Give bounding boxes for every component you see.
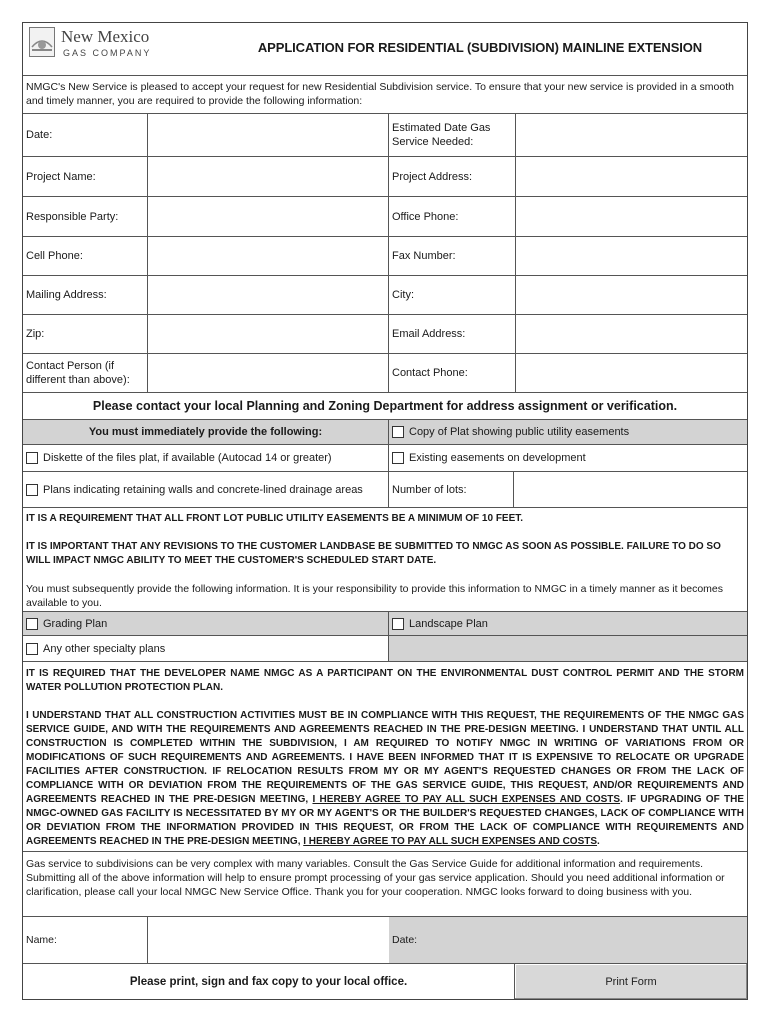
cell-phone-input[interactable] <box>148 237 388 275</box>
planning-notice-row <box>23 393 747 420</box>
date-signature-field[interactable] <box>389 917 747 963</box>
row-project <box>23 157 747 197</box>
copy-plat-item <box>389 420 747 444</box>
specialty-label: Any other specialty plans <box>43 642 166 655</box>
requirement-dust-permit: IT IS REQUIRED THAT THE DEVELOPER NAME NMGC AS A PARTICIPANT ON THE ENVIRONMENTAL DUST CONTROL PERMIT AND THE STORM WATER POLLUTION PROTECTION PLAN. <box>26 668 744 693</box>
intro-text: NMGC's New Service is pleased to accept your request for new Residential Subdivision service. To ensure that your new service is provided in a smooth and timely manner, you are required to provide the following information: <box>26 81 734 107</box>
footer-row <box>23 964 747 999</box>
fax-number-input[interactable] <box>516 237 747 275</box>
immediate-heading: You must immediately provide the following: <box>88 426 323 438</box>
row-cell <box>23 237 747 276</box>
form-title: APPLICATION FOR RESIDENTIAL (SUBDIVISION) MAINLINE EXTENSION <box>257 40 703 55</box>
requirements-section <box>23 508 747 612</box>
city-input[interactable] <box>516 276 747 314</box>
grading-item <box>23 612 388 635</box>
contact-person-input[interactable] <box>148 354 388 392</box>
form-header <box>23 23 747 76</box>
grading-label: Grading Plan <box>43 617 108 630</box>
plans-row <box>23 472 747 508</box>
requirement-revisions: IT IS IMPORTANT THAT ANY REVISIONS TO THE CUSTOMER LANDBASE BE SUBMITTED TO NMGC AS SOON AS POSSIBLE. FAILURE TO DO SO WILL IMPACT NMGC ABILITY TO MEET THE CUSTOMER'S SCHEDULED START DATE. <box>26 541 721 566</box>
contact-phone-input[interactable] <box>516 354 747 392</box>
application-form <box>22 22 748 1000</box>
plans-item <box>23 472 388 507</box>
immediate-heading-row <box>23 420 747 445</box>
specialty-item <box>23 636 388 661</box>
print-form-button[interactable]: Print Form <box>514 964 747 999</box>
row-contact <box>23 354 747 393</box>
responsible-party-input[interactable] <box>148 197 388 236</box>
existing-easements-label: Existing easements on development <box>409 452 586 464</box>
row-mailing <box>23 276 747 315</box>
email-input[interactable] <box>516 315 747 353</box>
zip-input[interactable] <box>148 315 388 353</box>
mailing-address-input[interactable] <box>148 276 388 314</box>
est-date-label: Estimated Date Gas Service Needed: <box>392 122 491 148</box>
copy-plat-label: Copy of Plat showing public utility easements <box>409 426 630 438</box>
office-phone-label: Office Phone: <box>392 210 459 223</box>
contact-person-label: Contact Person (if different than above): <box>26 360 130 386</box>
date-input[interactable] <box>148 114 388 156</box>
name-label: Name: <box>26 934 57 946</box>
office-phone-input[interactable] <box>516 197 747 236</box>
name-input[interactable] <box>148 917 388 963</box>
existing-easements-item <box>389 445 747 471</box>
plans-checkbox[interactable] <box>26 484 38 496</box>
planning-notice: Please contact your local Planning and Zoning Department for address assignment or verification. <box>92 399 678 413</box>
requirement-easements: IT IS A REQUIREMENT THAT ALL FRONT LOT PUBLIC UTILITY EASEMENTS BE A MINIMUM OF 10 FEET. <box>26 513 524 524</box>
existing-easements-checkbox[interactable] <box>392 452 404 464</box>
agreement-part1: I UNDERSTAND THAT ALL CONSTRUCTION ACTIVITIES MUST BE IN COMPLIANCE WITH THIS REQUEST, THE REQUIREMENTS OF THE NMGC GAS SERVICE GUIDE, AND WITH THE REQUIREMENTS AND AGREEMENTS REACHED IN THE PRE-DESIGN MEETING. I UNDERSTAND THAT UNTIL ALL CONSTRUCTION IS COMPLETED WITHIN THE SUBDIVISION, I AM REQUIRED TO NOTIFY NMGC IN WRITING OF VARIATIONS FROM OR MODIFICATIONS OF SUCH REQUIREMENTS AND AGREEMENTS. I HAVE BEEN INFORMED THAT IT IS EXPENSIVE TO RELOCATE OR UPGRADE FACILITIES AFTER CONSTRUCTION. IF RELOCATION RESULTS FROM MY OR MY AGENT'S REQUESTED CHANGES OR FROM THE LACK OF COMPLIANCE WITH OR DEVIATION FROM THE REQUIREMENTS OF THE GAS SERVICE GUIDE, THIS REQUEST, AND/OR REQUIREMENTS AND AGREEMENTS REACHED IN THE PRE-DESIGN MEETING, <box>26 710 744 805</box>
project-address-input[interactable] <box>516 157 747 196</box>
zip-label: Zip: <box>26 328 45 340</box>
landscape-checkbox[interactable] <box>392 618 404 630</box>
diskette-checkbox[interactable] <box>26 452 38 464</box>
agreement-part3: . <box>597 836 600 847</box>
landscape-item <box>389 612 747 635</box>
signature-row <box>23 917 747 964</box>
diskette-row <box>23 445 747 472</box>
landscape-label: Landscape Plan <box>409 617 488 630</box>
agreement-text <box>26 709 744 849</box>
diskette-item <box>23 445 388 471</box>
specialty-row <box>23 636 747 662</box>
specialty-checkbox[interactable] <box>26 643 38 655</box>
project-name-label: Project Name: <box>26 170 96 183</box>
signature-date-label: Date: <box>392 934 418 946</box>
mailing-address-label: Mailing Address: <box>26 289 107 301</box>
cell-phone-label: Cell Phone: <box>26 250 83 262</box>
subsequent-text: You must subsequently provide the following information. It is your responsibility to provide this information to NMGC in a timely manner as it becomes available to you. <box>26 583 724 609</box>
footer-instruction: Please print, sign and fax copy to your local office. <box>129 975 408 988</box>
grading-row <box>23 612 747 636</box>
responsible-party-label: Responsible Party: <box>26 210 119 223</box>
agreement-part2: . IF UPGRADING OF THE NMGC-OWNED GAS FACILITY IS NECESSITATED BY MY OR MY AGENT'S OR THE BUILDER'S REQUESTED CHANGES, LACK OF COMPLIANCE WITH OR DEVIATION FROM THE INFORMATION PROVIDED IN THIS REQUEST, OR FROM THE LACK OF COMPLIANCE WITH REQUIREMENTS AND AGREEMENTS REACHED IN THE PRE-DESIGN MEETING, <box>26 794 745 847</box>
copy-plat-checkbox[interactable] <box>392 426 404 438</box>
project-name-input[interactable] <box>148 157 388 196</box>
closing-section <box>23 852 747 917</box>
city-label: City: <box>392 289 414 301</box>
grading-checkbox[interactable] <box>26 618 38 630</box>
intro-section <box>23 76 747 114</box>
legal-section <box>23 662 747 852</box>
number-lots-input[interactable] <box>514 472 747 507</box>
row-zip <box>23 315 747 354</box>
contact-phone-label: Contact Phone: <box>392 367 468 379</box>
est-date-input[interactable] <box>516 114 747 156</box>
diskette-label: Diskette of the files plat, if available (Autocad 14 or greater) <box>43 452 332 464</box>
agreement-underline1: I HEREBY AGREE TO PAY ALL SUCH EXPENSES AND COSTS <box>312 794 621 805</box>
logo-subtitle: GAS COMPANY <box>63 48 152 58</box>
fax-number-label: Fax Number: <box>392 250 456 262</box>
number-lots-label: Number of lots: <box>392 483 467 496</box>
agreement-underline2: I HEREBY AGREE TO PAY ALL SUCH EXPENSES AND COSTS <box>303 836 598 847</box>
row-responsible <box>23 197 747 237</box>
closing-text: Gas service to subdivisions can be very complex with many variables. Consult the Gas Service Guide for additional information and requirements. Submitting all of the above information will help to ensure prompt processing of your gas service application. Should you need additional information or clarification, please call your local NMGC New Service Office. Thank you for your cooperation. NMGC looks forward to doing business with you. <box>26 858 725 898</box>
row-date <box>23 114 747 157</box>
plans-label: Plans indicating retaining walls and concrete-lined drainage areas <box>43 483 363 496</box>
email-label: Email Address: <box>392 328 466 340</box>
logo-name: New Mexico <box>61 27 150 46</box>
project-address-label: Project Address: <box>392 170 473 183</box>
date-label: Date: <box>26 129 53 141</box>
